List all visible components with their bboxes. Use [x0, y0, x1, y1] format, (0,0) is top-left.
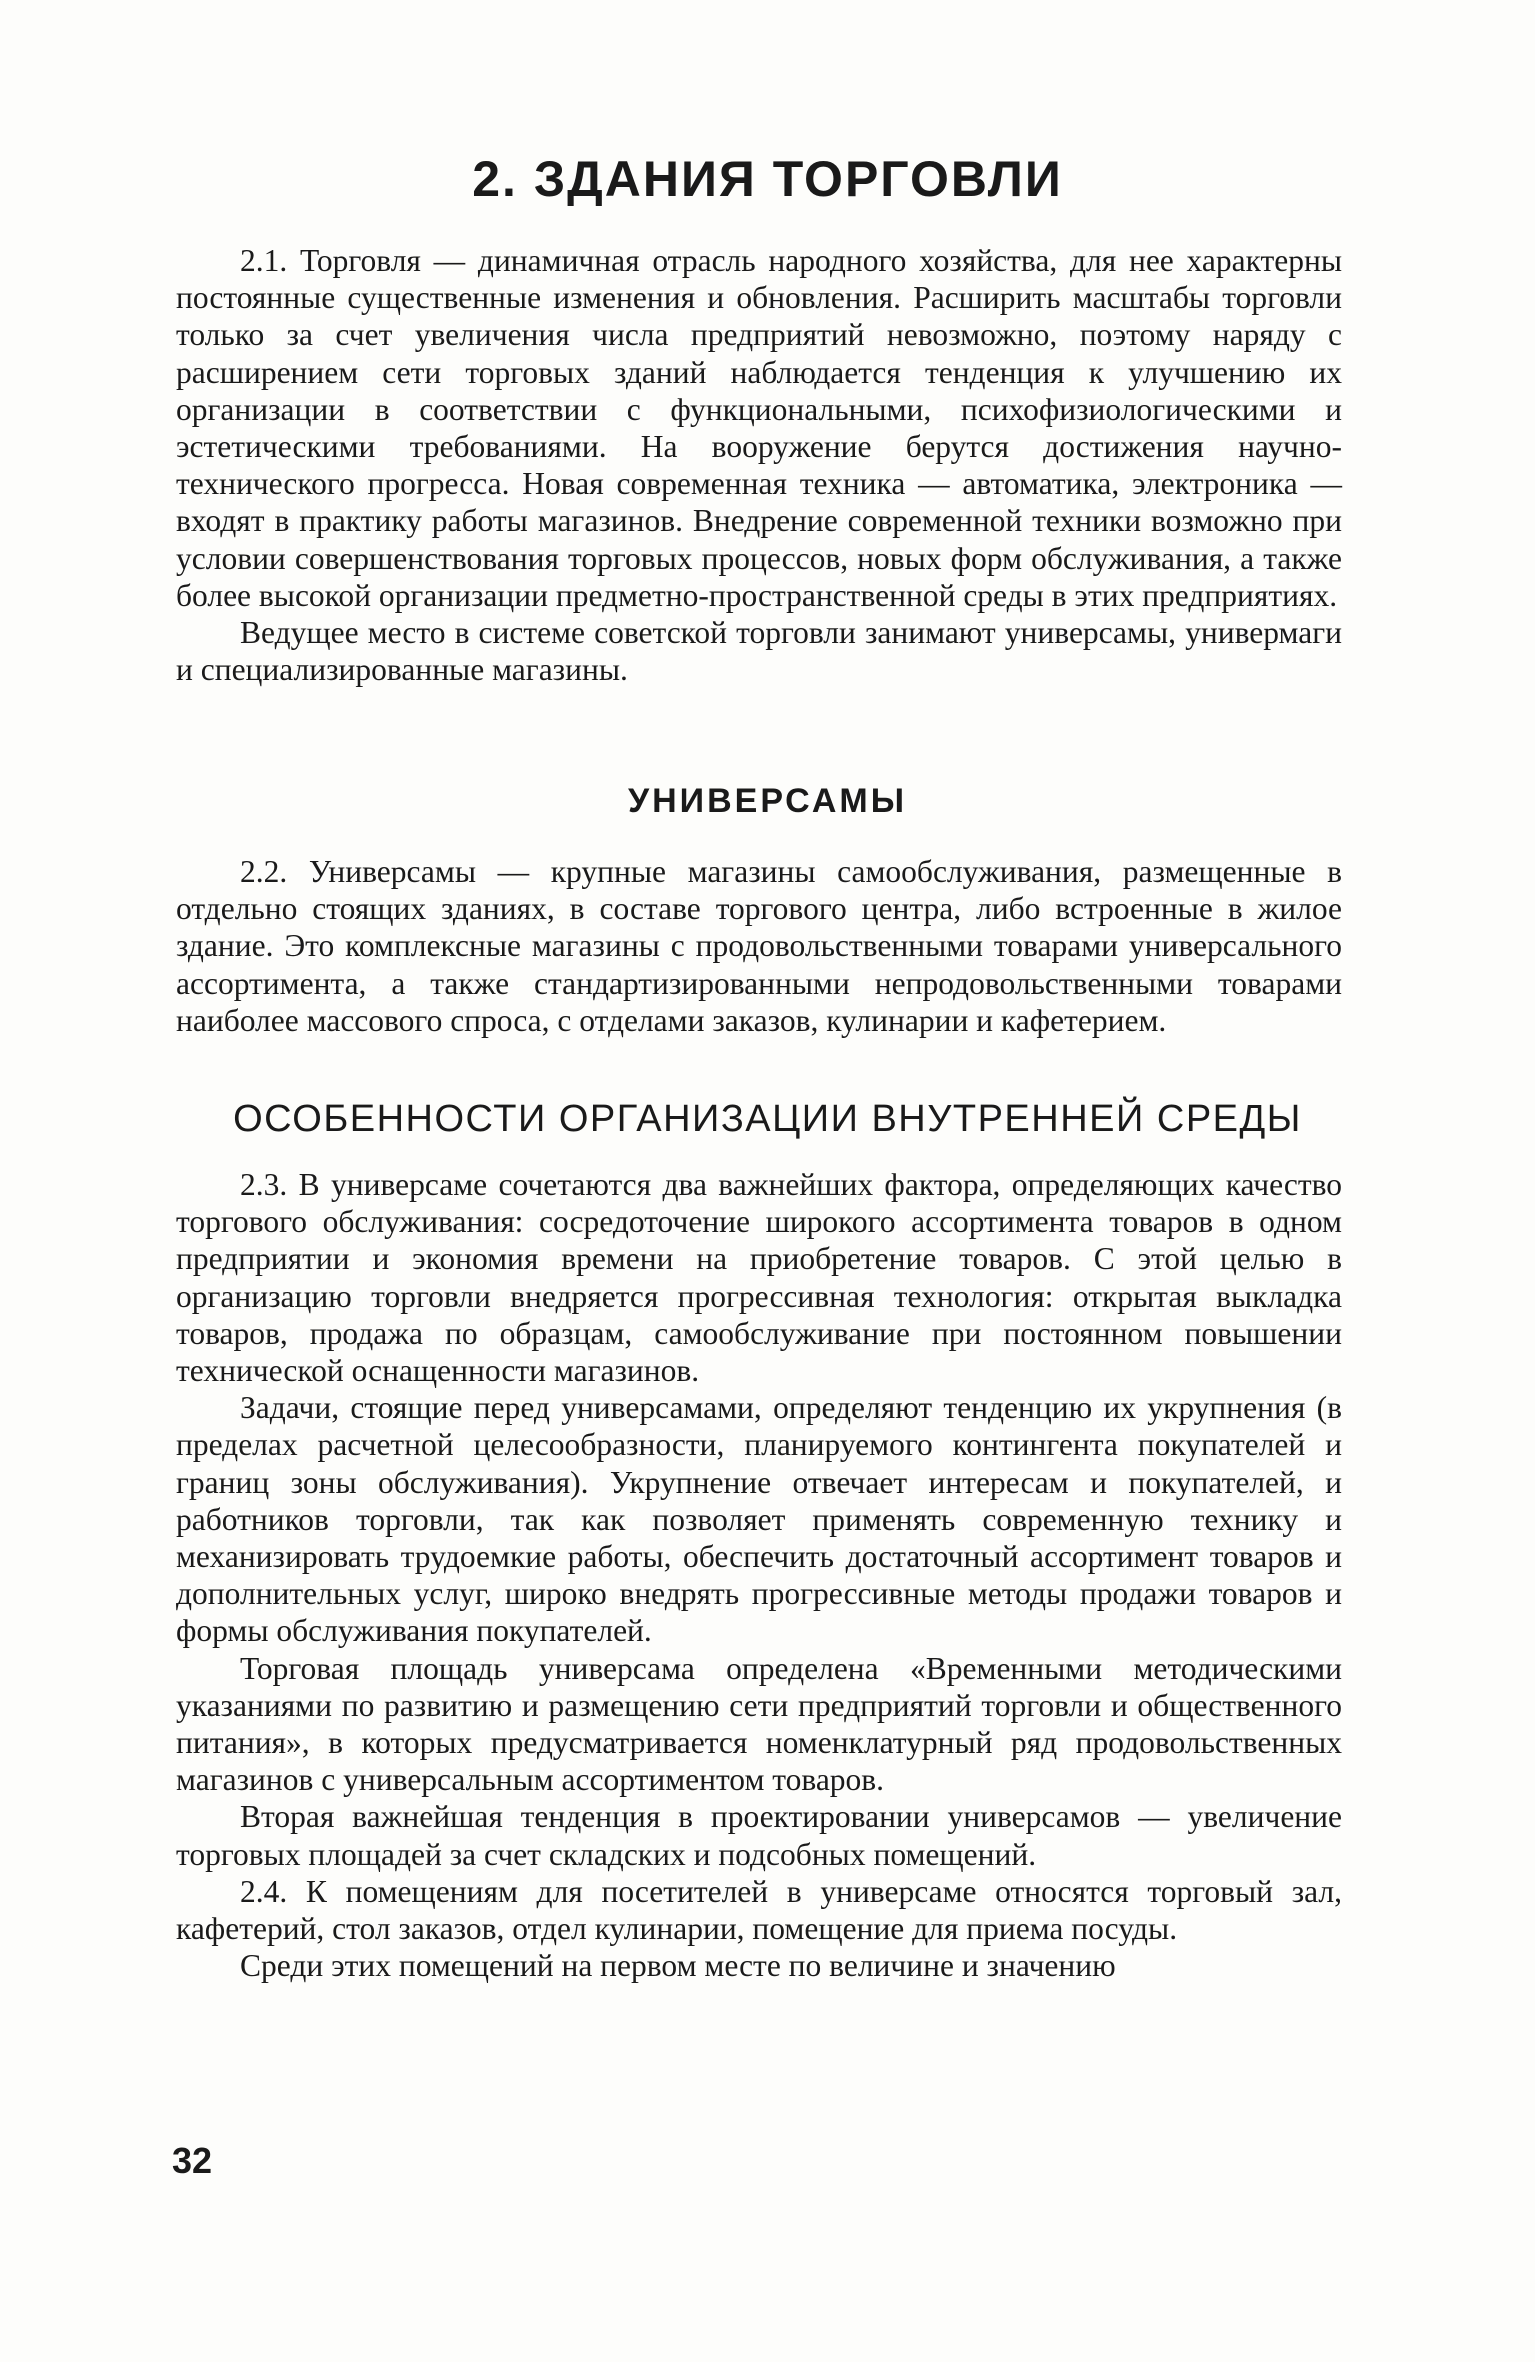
paragraph-among-rooms: Среди этих помещений на первом месте по величине и значению — [240, 1948, 1116, 1984]
paragraph-2-3: 2.3. В универсаме сочетаются два важнейших фактора, определяющих качество торгового обслуживания: сосредоточение широкого ассортимента товаров в одном предприятии и экономия времени на приобретение товаров. С этой целью в организацию торговли внедряется прогрессивная технология: открытая выкладка товаров, продажа по образцам, самообслуживание при постоянном повышении технической оснащенности магазинов. — [176, 1167, 1342, 1389]
section-heading-universams: УНИВЕРСАМЫ — [627, 782, 908, 820]
features-section — [176, 1166, 1342, 1984]
section-heading-features: ОСОБЕННОСТИ ОРГАНИЗАЦИИ ВНУТРЕННЕЙ СРЕДЫ — [233, 1098, 1302, 1140]
page-number: 32 — [172, 2140, 213, 2181]
paragraph-tasks: Задачи, стоящие перед универсамами, определяют тенденцию их укрупнения (в пределах расчетной целесообразности, планируемого контингента покупателей и границ зоны обслуживания). Укрупнение отвечает интересам и покупателей, и работников торговли, так как позволяет применять современную технику и механизировать трудоемкие работы, обеспечить достаточный ассортимент товаров и дополнительных услуг, широко внедрять прогрессивные методы продажи товаров и формы обслуживания покупателей. — [176, 1390, 1342, 1649]
chapter-title: 2. ЗДАНИЯ ТОРГОВЛИ — [472, 151, 1063, 207]
intro-section — [176, 242, 1342, 688]
paragraph-leading-stores: Ведущее место в системе советской торговли занимают универсамы, универмаги и специализированные магазины. — [176, 615, 1342, 688]
paragraph-2-2: 2.2. Универсамы — крупные магазины самообслуживания, размещенные в отдельно стоящих зданиях, в составе торгового центра, либо встроенные в жилое здание. Это комплексные магазины с продовольственными товарами универсального ассортимента, а также стандартизированными непродовольственными товарами наиболее массового спроса, с отделами заказов, кулинарии и кафетерием. — [176, 854, 1342, 1038]
paragraph-2-4: 2.4. К помещениям для посетителей в универсаме относятся торговый зал, кафетерий, стол заказов, отдел кулинарии, помещение для приема посуды. — [176, 1873, 1342, 1947]
paragraph-trade-area: Торговая площадь универсама определена «Временными методическими указаниями по развитию и размещению сети предприятий торговли и общественного питания», в которых предусматривается номенклатурный ряд продовольственных магазинов с универсальным ассортиментом товаров. — [176, 1650, 1342, 1798]
universams-section — [176, 853, 1342, 1039]
paragraph-2-1: 2.1. Торговля — динамичная отрасль народного хозяйства, для нее характерны постоянные существенные изменения и обновления. Расширить масштабы торговли только за счет увеличения числа предприятий невозможно, поэтому наряду с расширением сети торговых зданий наблюдается тенденция к улучшению их организации в соответствии с функциональными, психофизиологическими и эстетическими требованиями. На вооружение берутся достижения научно-технического прогресса. Новая современная техника — автоматика, электроника — входят в практику работы магазинов. Внедрение современной техники возможно при условии совершенствования торговых процессов, новых форм обслуживания, а также более высокой организации предметно-пространственной среды в этих предприятиях. — [176, 243, 1342, 613]
paragraph-second-trend: Вторая важнейшая тенденция в проектировании универсамов — увеличение торговых площадей за счет складских и подсобных помещений. — [176, 1799, 1342, 1872]
